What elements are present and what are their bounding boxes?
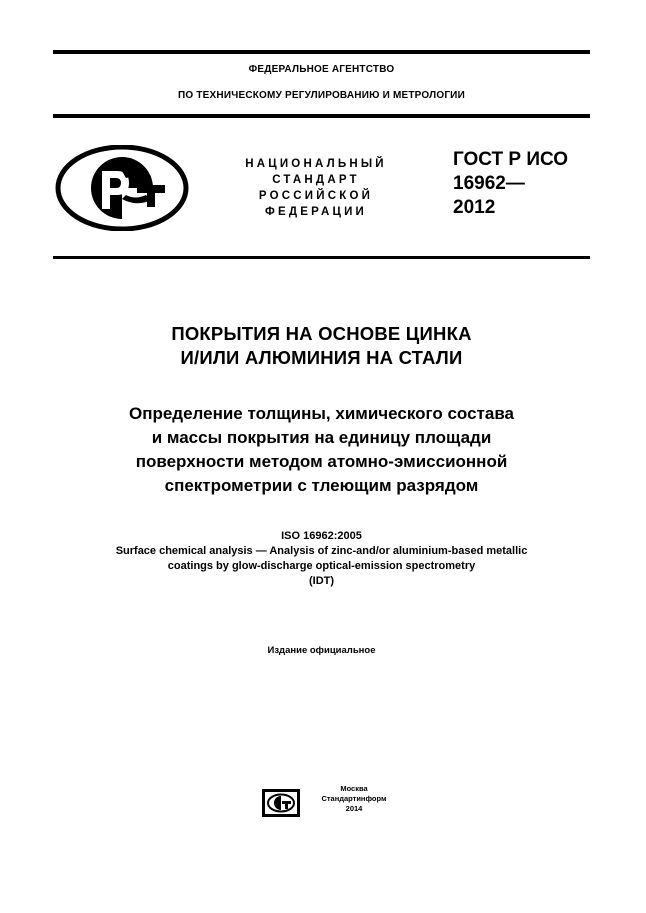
designation-line: 16962— — [453, 173, 525, 194]
edition-label: Издание официальное — [267, 645, 376, 656]
title-line: ПОКРЫТИЯ НА ОСНОВЕ ЦИНКА — [171, 323, 472, 344]
standard-designation — [453, 148, 568, 220]
title-line: И/ИЛИ АЛЮМИНИЯ НА СТАЛИ — [180, 347, 463, 368]
iso-idt: (IDT) — [308, 575, 335, 587]
subtitle-line: Определение толщины, химического состава — [128, 404, 515, 423]
document-subtitle — [53, 402, 590, 498]
publisher-name: Стандартинформ — [321, 794, 387, 803]
rst-emblem-icon — [55, 145, 189, 231]
agency-line-2: ПО ТЕХНИЧЕСКОМУ РЕГУЛИРОВАНИЮ И МЕТРОЛОГИИ — [178, 90, 465, 101]
national-standard-line: РОССИЙСКОЙ — [258, 190, 374, 202]
subtitle-line: поверхности методом атомно-эмиссионной — [135, 452, 508, 471]
iso-code: ISO 16962:2005 — [281, 530, 362, 542]
subtitle-line: спектрометрии с тлеющим разрядом — [164, 476, 479, 495]
national-standard-line: НАЦИОНАЛЬНЫЙ — [245, 158, 387, 170]
national-standard-line: ФЕДЕРАЦИИ — [264, 206, 368, 218]
standartinform-logo-icon — [262, 789, 300, 817]
subtitle-line: и массы покрытия на единицу площади — [151, 428, 492, 447]
iso-reference — [53, 529, 590, 589]
national-standard-line: СТАНДАРТ — [272, 174, 360, 186]
iso-title-line-2: coatings by glow-discharge optical-emission spectrometry — [167, 560, 476, 572]
header-rule — [53, 114, 590, 118]
publisher-info — [312, 784, 396, 814]
national-standard-label — [218, 156, 414, 220]
agency-line-1: ФЕДЕРАЛЬНОЕ АГЕНТСТВО — [248, 64, 395, 75]
publisher-city: Москва — [340, 784, 368, 793]
document-title — [53, 322, 590, 370]
designation-line: 2012 — [453, 197, 496, 218]
top-rule — [53, 50, 590, 54]
publisher-year: 2014 — [345, 804, 363, 813]
designation-line: ГОСТ Р ИСО — [453, 149, 569, 170]
iso-title-line-1: Surface chemical analysis — Analysis of zinc-and/or aluminium-based metallic — [115, 545, 528, 557]
title-block-rule — [53, 256, 590, 259]
